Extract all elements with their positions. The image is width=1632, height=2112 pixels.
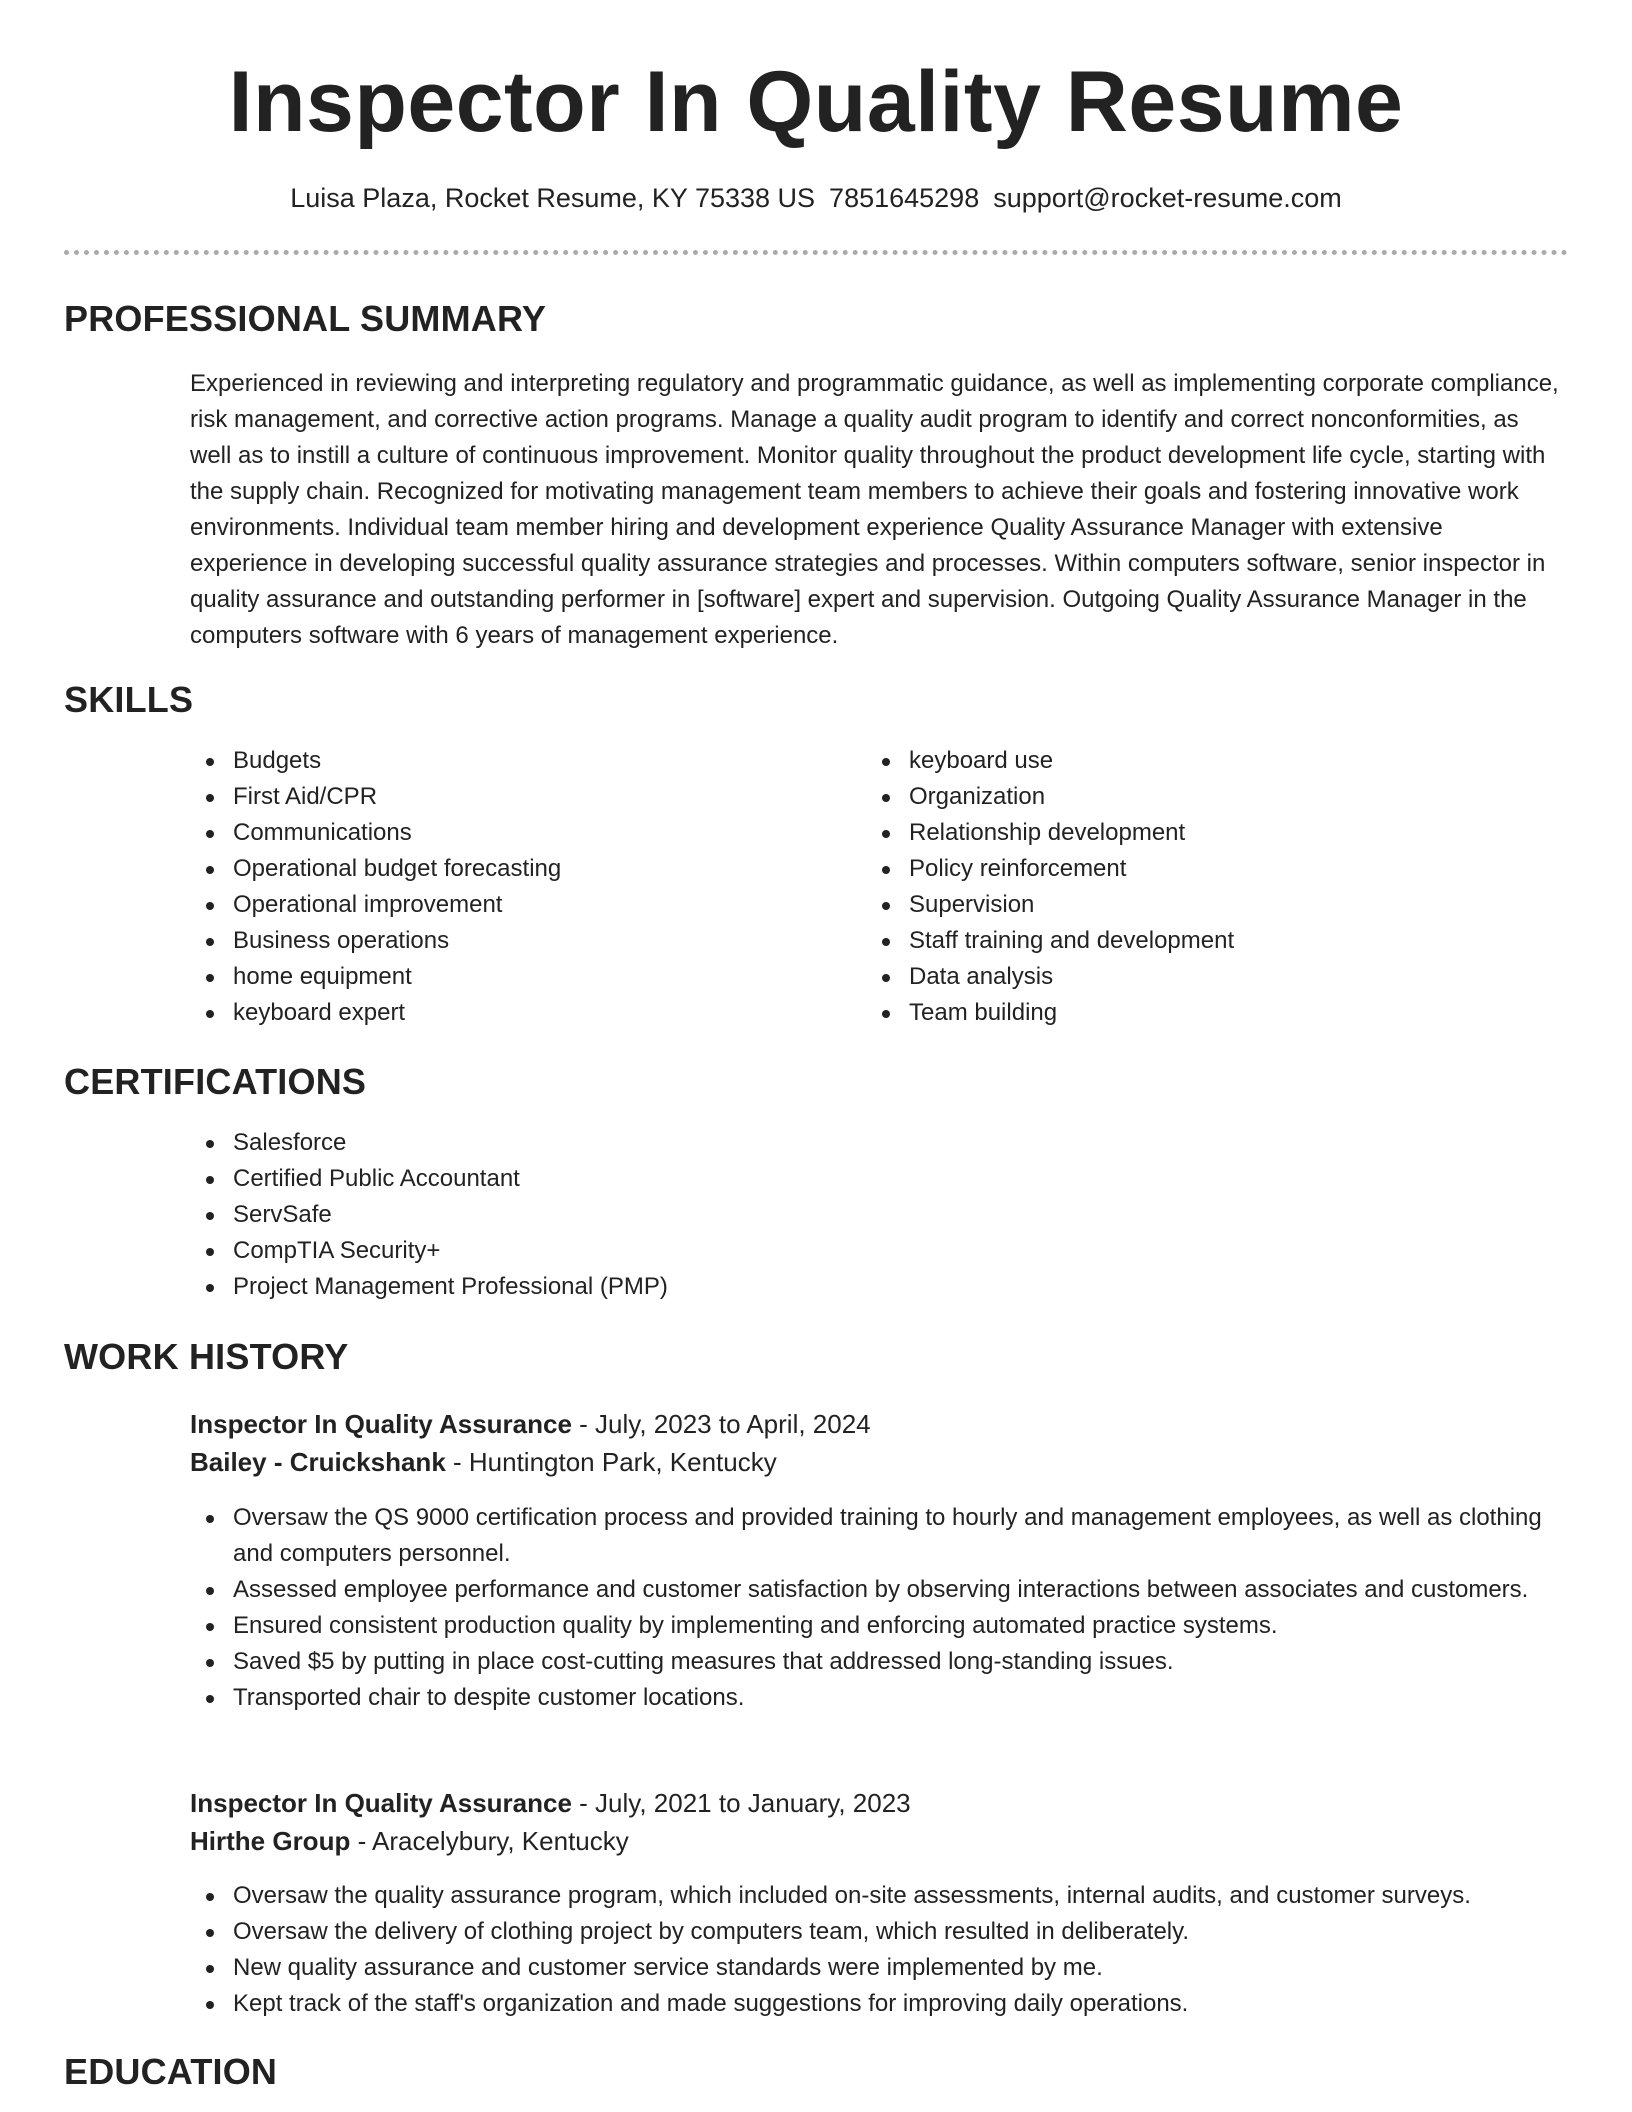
skill-item: keyboard expert (190, 995, 830, 1031)
job-bullet: Oversaw the quality assurance program, which included on-site assessments, internal audits, and customer surveys. (190, 1878, 1560, 1914)
skill-item: Communications (190, 815, 830, 851)
contact-email: support@rocket-resume.com (993, 183, 1342, 213)
summary-heading: PROFESSIONAL SUMMARY (64, 298, 547, 339)
skill-item: home equipment (190, 959, 830, 995)
skills-list-right (866, 743, 1506, 1031)
skills-list-left (190, 743, 830, 1031)
skill-item: keyboard use (866, 743, 1506, 779)
skill-item: Team building (866, 995, 1506, 1031)
job-dates: - July, 2023 to April, 2024 (571, 1409, 871, 1439)
job-title: Inspector In Quality Assurance (190, 1788, 572, 1818)
contact-address: Luisa Plaza, Rocket Resume, KY 75338 US (290, 183, 816, 213)
skill-item: Operational budget forecasting (190, 851, 830, 887)
skill-item: Staff training and development (866, 923, 1506, 959)
job-company: Hirthe Group (190, 1826, 351, 1856)
work-history-heading: WORK HISTORY (64, 1336, 349, 1377)
job-bullets (190, 1878, 1560, 2022)
job-dates: - July, 2021 to January, 2023 (571, 1788, 911, 1818)
job-company-line (190, 1822, 629, 1860)
job-bullet: Oversaw the delivery of clothing project by computers team, which resulted in deliberately. (190, 1914, 1560, 1950)
job-title-line (190, 1784, 911, 1822)
job-location: - Aracelybury, Kentucky (350, 1826, 629, 1856)
contact-line (0, 180, 1632, 216)
skill-item: Data analysis (866, 959, 1506, 995)
resume-title: Inspector In Quality Resume (228, 54, 1404, 150)
certifications-heading: CERTIFICATIONS (64, 1061, 367, 1102)
skill-item: Business operations (190, 923, 830, 959)
skill-item: First Aid/CPR (190, 779, 830, 815)
skill-item: Policy reinforcement (866, 851, 1506, 887)
job-bullet: Transported chair to despite customer locations. (190, 1680, 1560, 1716)
certification-item: Certified Public Accountant (190, 1161, 1190, 1197)
job-title: Inspector In Quality Assurance (190, 1409, 572, 1439)
certification-item: CompTIA Security+ (190, 1233, 1190, 1269)
job-bullet: Oversaw the QS 9000 certification process and provided training to hourly and management employees, as well as clothing and computers personnel. (190, 1500, 1560, 1572)
skills-heading: SKILLS (64, 679, 194, 720)
job-company: Bailey - Cruickshank (190, 1447, 446, 1477)
education-heading: EDUCATION (64, 2051, 278, 2092)
skill-item: Operational improvement (190, 887, 830, 923)
skill-item: Relationship development (866, 815, 1506, 851)
skill-item: Supervision (866, 887, 1506, 923)
job-bullet: Ensured consistent production quality by implementing and enforcing automated practice systems. (190, 1608, 1560, 1644)
certification-item: ServSafe (190, 1197, 1190, 1233)
contact-phone: 7851645298 (829, 183, 980, 213)
skill-item: Budgets (190, 743, 830, 779)
certifications-list (190, 1125, 1190, 1305)
job-bullet: New quality assurance and customer service standards were implemented by me. (190, 1950, 1560, 1986)
summary-text: Experienced in reviewing and interpreting regulatory and programmatic guidance, as well as implementing corporate compliance, risk management, and corrective action programs. Manage a quality audit program to identify and correct nonconformities, as well as to instill a culture of continuous improvement. Monitor quality throughout the product development life cycle, starting with the supply chain. Recognized for motivating management team members to achieve their goals and fostering innovative work environments. Individual team member hiring and development experience Quality Assurance Manager with extensive experience in developing successful quality assurance strategies and processes. Within computers software, senior inspector in quality assurance and outstanding performer in [software] expert and supervision. Outgoing Quality Assurance Manager in the computers software with 6 years of management experience. (190, 370, 1559, 649)
job-location: - Huntington Park, Kentucky (445, 1447, 777, 1477)
header-divider (64, 250, 1568, 255)
job-bullets (190, 1500, 1560, 1716)
skill-item: Organization (866, 779, 1506, 815)
job-bullet: Kept track of the staff's organization and made suggestions for improving daily operations. (190, 1986, 1560, 2022)
certification-item: Project Management Professional (PMP) (190, 1269, 1190, 1305)
job-title-line (190, 1405, 871, 1443)
job-bullet: Assessed employee performance and customer satisfaction by observing interactions between associates and customers. (190, 1572, 1560, 1608)
job-bullet: Saved $5 by putting in place cost-cutting measures that addressed long-standing issues. (190, 1644, 1560, 1680)
job-company-line (190, 1443, 777, 1481)
certification-item: Salesforce (190, 1125, 1190, 1161)
